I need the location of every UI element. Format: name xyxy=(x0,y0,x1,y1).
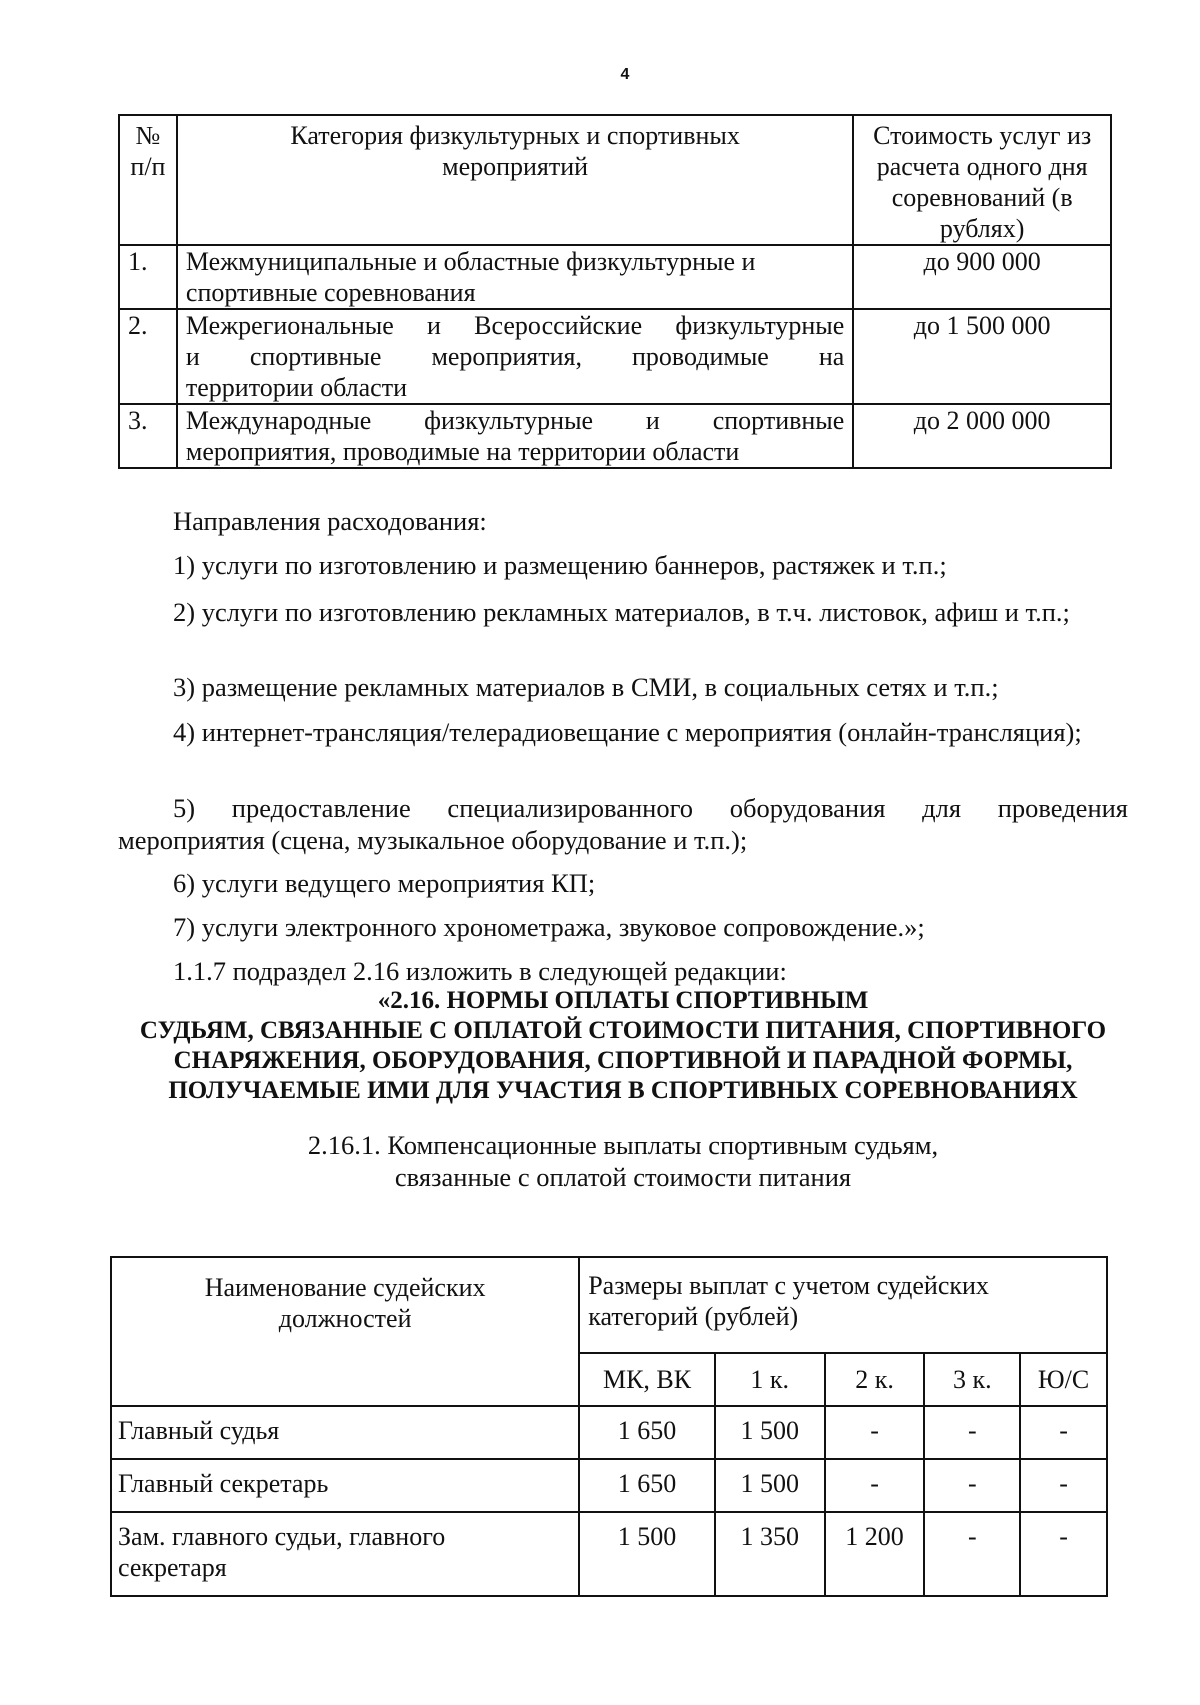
category-mk-vk: МК, ВК xyxy=(579,1353,715,1406)
row-value: 1 200 xyxy=(825,1512,925,1596)
row-value: - xyxy=(825,1406,925,1459)
row-category xyxy=(177,309,853,404)
row-category-line: Межрегиональные и Всероссийские физкультурные xyxy=(185,311,845,340)
heading-line: ПОЛУЧАЕМЫЕ ИМИ ДЛЯ УЧАСТИЯ В СПОРТИВНЫХ СОРЕВНОВАНИЯХ xyxy=(168,1077,1078,1104)
row-value: 1 650 xyxy=(579,1406,715,1459)
row-value: - xyxy=(924,1406,1020,1459)
table-header-row xyxy=(111,1257,1107,1353)
page-number: 4 xyxy=(620,66,630,83)
row-category-line: Международные физкультурные и спортивные xyxy=(185,406,845,435)
row-value: - xyxy=(825,1459,925,1512)
list-item: 1) услуги по изготовлению и размещению баннеров, растяжек и т.п.; xyxy=(173,550,947,580)
list-item: 1.1.7 подраздел 2.16 изложить в следующей редакции: xyxy=(173,956,787,986)
header-category: Категория физкультурных и спортивных мероприятий xyxy=(177,115,853,245)
row-value: 1 500 xyxy=(715,1459,825,1512)
event-cost-table xyxy=(118,114,1112,469)
category-3: 3 к. xyxy=(924,1353,1020,1406)
row-category xyxy=(177,404,853,468)
table-row xyxy=(111,1459,1107,1512)
category-junior: Ю/С xyxy=(1020,1353,1107,1406)
row-value: 1 650 xyxy=(579,1459,715,1512)
row-position: Главный секретарь xyxy=(111,1459,579,1512)
row-cost: до 900 000 xyxy=(853,245,1111,309)
table-row xyxy=(111,1406,1107,1459)
row-cost: до 1 500 000 xyxy=(853,309,1111,404)
header-position-name: Наименование судейских должностей xyxy=(111,1257,579,1406)
row-category xyxy=(177,245,853,309)
row-position: Главный судья xyxy=(111,1406,579,1459)
row-value: 1 350 xyxy=(715,1512,825,1596)
row-value: 1 500 xyxy=(715,1406,825,1459)
category-2: 2 к. xyxy=(825,1353,925,1406)
row-num: 2. xyxy=(119,309,177,404)
row-num: 1. xyxy=(119,245,177,309)
heading-line: СУДЬЯМ, СВЯЗАННЫЕ С ОПЛАТОЙ СТОИМОСТИ ПИТАНИЯ, СПОРТИВНОГО xyxy=(139,1017,1107,1044)
heading-line: СНАРЯЖЕНИЯ, ОБОРУДОВАНИЯ, СПОРТИВНОЙ И ПАРАДНОЙ ФОРМЫ, xyxy=(173,1047,1073,1074)
table-row xyxy=(119,309,1111,404)
row-category-line: и спортивные мероприятия, проводимые на xyxy=(185,342,845,371)
row-value: - xyxy=(924,1512,1020,1596)
header-num: № п/п xyxy=(119,115,177,245)
table-row xyxy=(119,404,1111,468)
section-heading xyxy=(118,986,1128,1106)
subheading-line: связанные с оплатой стоимости питания xyxy=(394,1162,852,1192)
row-category-line: территории области xyxy=(185,373,407,402)
heading-line: «2.16. НОРМЫ ОПЛАТЫ СПОРТИВНЫМ xyxy=(377,987,869,1014)
row-category-line: спортивные соревнования xyxy=(185,278,476,307)
row-value: 1 500 xyxy=(579,1512,715,1596)
row-category-line: мероприятия, проводимые на территории области xyxy=(185,437,740,466)
table-row xyxy=(111,1512,1107,1596)
header-payment-sizes: Размеры выплат с учетом судейских категорий (рублей) xyxy=(579,1257,1107,1353)
list-item: 7) услуги электронного хронометража, звуковое сопровождение.»; xyxy=(173,912,925,942)
row-position: Зам. главного судьи, главного секретаря xyxy=(111,1512,579,1596)
table-row xyxy=(119,245,1111,309)
row-value: - xyxy=(924,1459,1020,1512)
category-1: 1 к. xyxy=(715,1353,825,1406)
list-item: 5) предоставление специализированного оборудования для проведения мероприятия (сцена, музыкальное оборудование и т.п.); xyxy=(118,793,1128,855)
list-item: 6) услуги ведущего мероприятия КП; xyxy=(173,868,596,898)
row-cost: до 2 000 000 xyxy=(853,404,1111,468)
row-num: 3. xyxy=(119,404,177,468)
row-value: - xyxy=(1020,1406,1107,1459)
list-item: 3) размещение рекламных материалов в СМИ, в социальных сетях и т.п.; xyxy=(173,672,999,702)
row-category-line: Межмуниципальные и областные физкультурные и xyxy=(185,247,756,276)
row-value: - xyxy=(1020,1459,1107,1512)
list-item: 4) интернет-трансляция/телерадиовещание с мероприятия (онлайн-трансляция); xyxy=(173,717,1082,747)
list-item: 2) услуги по изготовлению рекламных материалов, в т.ч. листовок, афиш и т.п.; xyxy=(173,597,1070,627)
directions-label: Направления расходования: xyxy=(173,506,487,536)
header-cost: Стоимость услуг из расчета одного дня соревнований (в рублях) xyxy=(853,115,1111,245)
subsection-heading xyxy=(118,1129,1128,1193)
subheading-line: 2.16.1. Компенсационные выплаты спортивным судьям, xyxy=(307,1130,939,1160)
judge-payment-table xyxy=(110,1256,1108,1597)
table-header-row xyxy=(119,115,1111,245)
row-value: - xyxy=(1020,1512,1107,1596)
